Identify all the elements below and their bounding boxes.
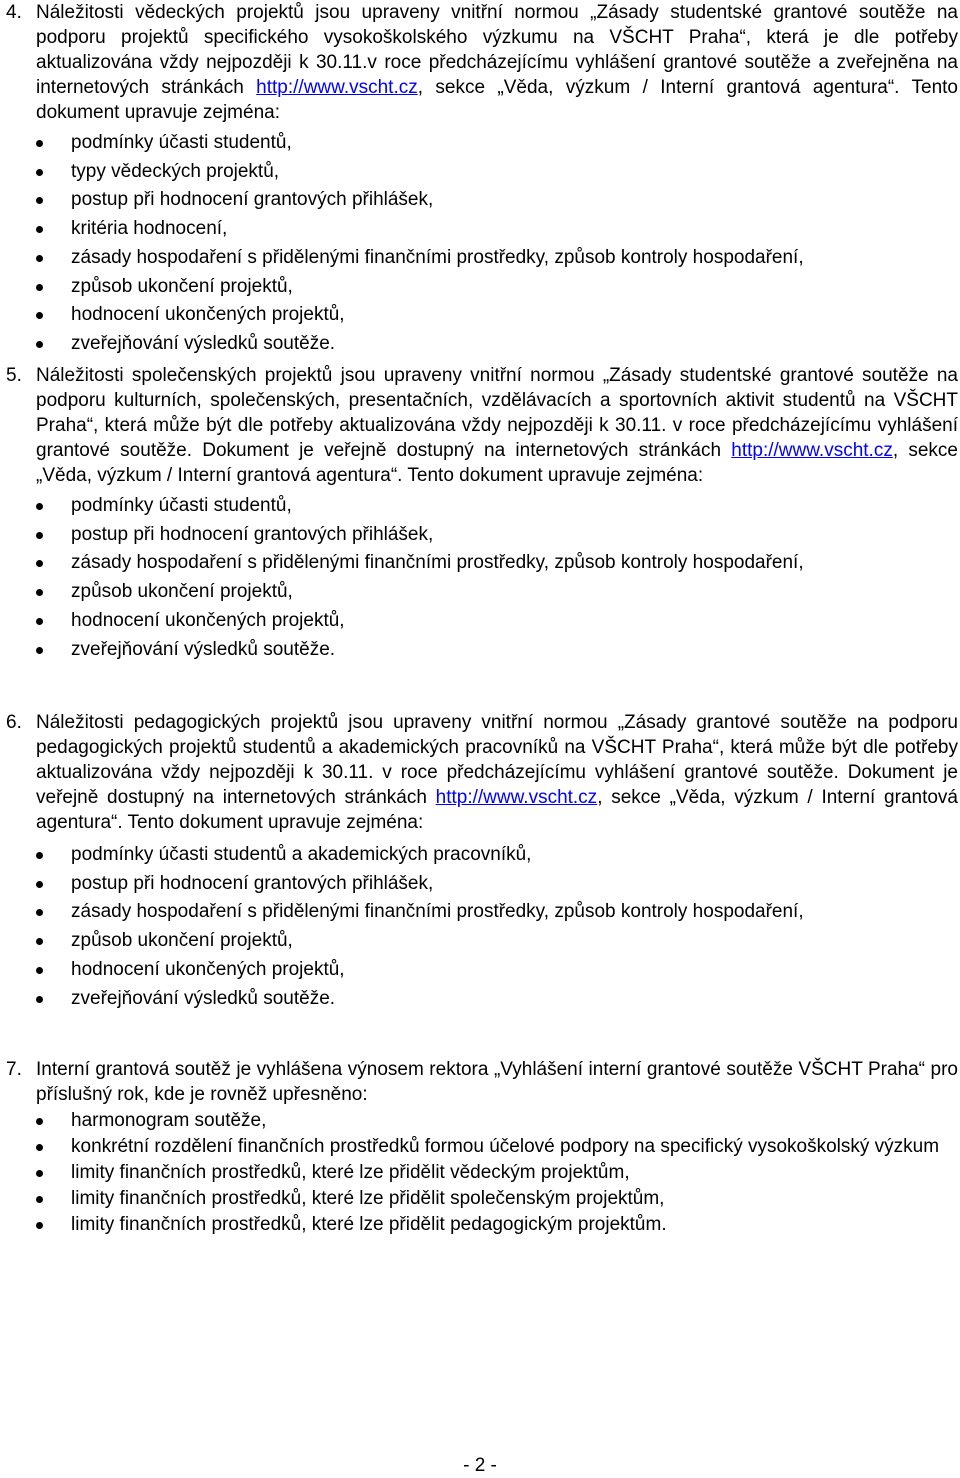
bullet-icon: [36, 503, 43, 510]
bullet-list: [6, 129, 960, 359]
list-item: podmínky účasti studentů,: [6, 129, 960, 158]
list-item: limity finančních prostředků, které lze přidělit společenským projektům,: [6, 1186, 960, 1212]
list-item: zásady hospodaření s přidělenými finančními prostředky, způsob kontroly hospodaření,: [6, 549, 960, 578]
bullet-icon: [36, 938, 43, 945]
section-7: [6, 1057, 960, 1238]
paragraph-text: , sekce „Věda, výzkum / Interní grantová agentura“. Tento dokument upravuje zejména:: [36, 440, 958, 486]
list-item: zveřejňování výsledků soutěže.: [6, 330, 960, 359]
bullet-icon: [36, 1196, 43, 1203]
paragraph-text: Náležitosti pedagogických projektů jsou upraveny vnitřní normou „Zásady grantové soutěže na podporu pedagogických projektů studentů a akademických pracovníků na VŠCHT Praha“, která může být dle potřeby aktualizována vždy nejpozději k 30.11. v roce předcházejícímu vyhlášení grantové soutěže. Dokument je veřejně dostupný na internetových stránkách: [36, 712, 958, 808]
bullet-list: [6, 1108, 960, 1238]
section-paragraph: [36, 710, 958, 835]
section-number: 6.: [6, 712, 22, 733]
list-item: zveřejňování výsledků soutěže.: [6, 985, 960, 1014]
paragraph-text: Náležitosti vědeckých projektů jsou upraveny vnitřní normou „Zásady studentské grantové soutěže na podporu projektů specifického vysokoškolského výzkumu na VŠCHT Praha“, která je dle potřeby aktualizována vždy nejpozději k 30.11.v roce předcházejícímu vyhlášení grantové soutěže a zveřejněna na internetových stránkách: [36, 2, 958, 98]
bullet-icon: [36, 647, 43, 654]
bullet-icon: [36, 532, 43, 539]
list-item: způsob ukončení projektů,: [6, 578, 960, 607]
list-item: hodnocení ukončených projektů,: [6, 956, 960, 985]
section-number: 4.: [6, 2, 22, 23]
list-item: zásady hospodaření s přidělenými finančními prostředky, způsob kontroly hospodaření,: [6, 898, 960, 927]
bullet-icon: [36, 852, 43, 859]
bullet-icon: [36, 1170, 43, 1177]
section-paragraph: [36, 363, 958, 488]
bullet-icon: [36, 1118, 43, 1125]
bullet-icon: [36, 140, 43, 147]
list-item: harmonogram soutěže,: [6, 1108, 960, 1134]
bullet-list: [6, 841, 960, 1013]
list-item: zásady hospodaření s přidělenými finančními prostředky, způsob kontroly hospodaření,: [6, 244, 960, 273]
section-paragraph: [36, 1057, 958, 1107]
bullet-icon: [36, 255, 43, 262]
list-item: zveřejňování výsledků soutěže.: [6, 636, 960, 665]
bullet-list: [6, 492, 960, 664]
list-item: způsob ukončení projektů,: [6, 927, 960, 956]
bullet-icon: [36, 881, 43, 888]
section-6: [6, 710, 960, 1013]
section-number: 5.: [6, 365, 22, 386]
paragraph-text: Interní grantová soutěž je vyhlášena výnosem rektora „Vyhlášení interní grantové soutěže VŠCHT Praha“ pro příslušný rok, kde je rovněž upřesněno:: [36, 1059, 958, 1105]
list-item: limity finančních prostředků, které lze přidělit pedagogickým projektům.: [6, 1212, 960, 1238]
section-4: [6, 0, 960, 359]
paragraph-text: , sekce „Věda, výzkum / Interní grantová agentura“. Tento dokument upravuje zejména:: [36, 787, 958, 833]
list-item: typy vědeckých projektů,: [6, 158, 960, 187]
bullet-icon: [36, 560, 43, 567]
paragraph-text: , sekce „Věda, výzkum / Interní grantová agentura“. Tento dokument upravuje zejména:: [36, 77, 958, 123]
bullet-icon: [36, 226, 43, 233]
vscht-link[interactable]: http://www.vscht.cz: [435, 787, 598, 808]
list-item: postup při hodnocení grantových přihlášek,: [6, 521, 960, 550]
bullet-icon: [36, 589, 43, 596]
bullet-icon: [36, 197, 43, 204]
list-item: postup při hodnocení grantových přihlášek,: [6, 870, 960, 899]
paragraph-text: Náležitosti společenských projektů jsou upraveny vnitřní normou „Zásady studentské grantové soutěže na podporu kulturních, společenských, presentačních, vzdělávacích a sportovních aktivit studentů na VŠCHT Praha“, která může být dle potřeby aktualizována vždy nejpozději k 30.11. v roce předcházejícímu vyhlášení grantové soutěže. Dokument je veřejně dostupný na internetových stránkách: [36, 365, 958, 461]
bullet-icon: [36, 341, 43, 348]
section-paragraph: [36, 0, 958, 125]
section-number: 7.: [6, 1059, 22, 1080]
bullet-icon: [36, 618, 43, 625]
bullet-icon: [36, 1144, 43, 1151]
list-item: podmínky účasti studentů,: [6, 492, 960, 521]
list-item: postup při hodnocení grantových přihlášek,: [6, 186, 960, 215]
list-item: kritéria hodnocení,: [6, 215, 960, 244]
vscht-link[interactable]: http://www.vscht.cz: [731, 440, 893, 461]
bullet-icon: [36, 909, 43, 916]
list-item: hodnocení ukončených projektů,: [6, 607, 960, 636]
vscht-link[interactable]: http://www.vscht.cz: [256, 77, 418, 98]
page-number: - 2 -: [463, 1455, 497, 1476]
list-item: konkrétní rozdělení finančních prostředků formou účelové podpory na specifický vysokoškolský výzkum: [6, 1134, 960, 1160]
bullet-icon: [36, 996, 43, 1003]
bullet-icon: [36, 312, 43, 319]
bullet-icon: [36, 169, 43, 176]
list-item: způsob ukončení projektů,: [6, 273, 960, 302]
bullet-icon: [36, 967, 43, 974]
section-5: [6, 363, 960, 664]
bullet-icon: [36, 1222, 43, 1229]
bullet-icon: [36, 284, 43, 291]
list-item: hodnocení ukončených projektů,: [6, 301, 960, 330]
list-item: limity finančních prostředků, které lze přidělit vědeckým projektům,: [6, 1160, 960, 1186]
list-item: podmínky účasti studentů a akademických pracovníků,: [6, 841, 960, 870]
